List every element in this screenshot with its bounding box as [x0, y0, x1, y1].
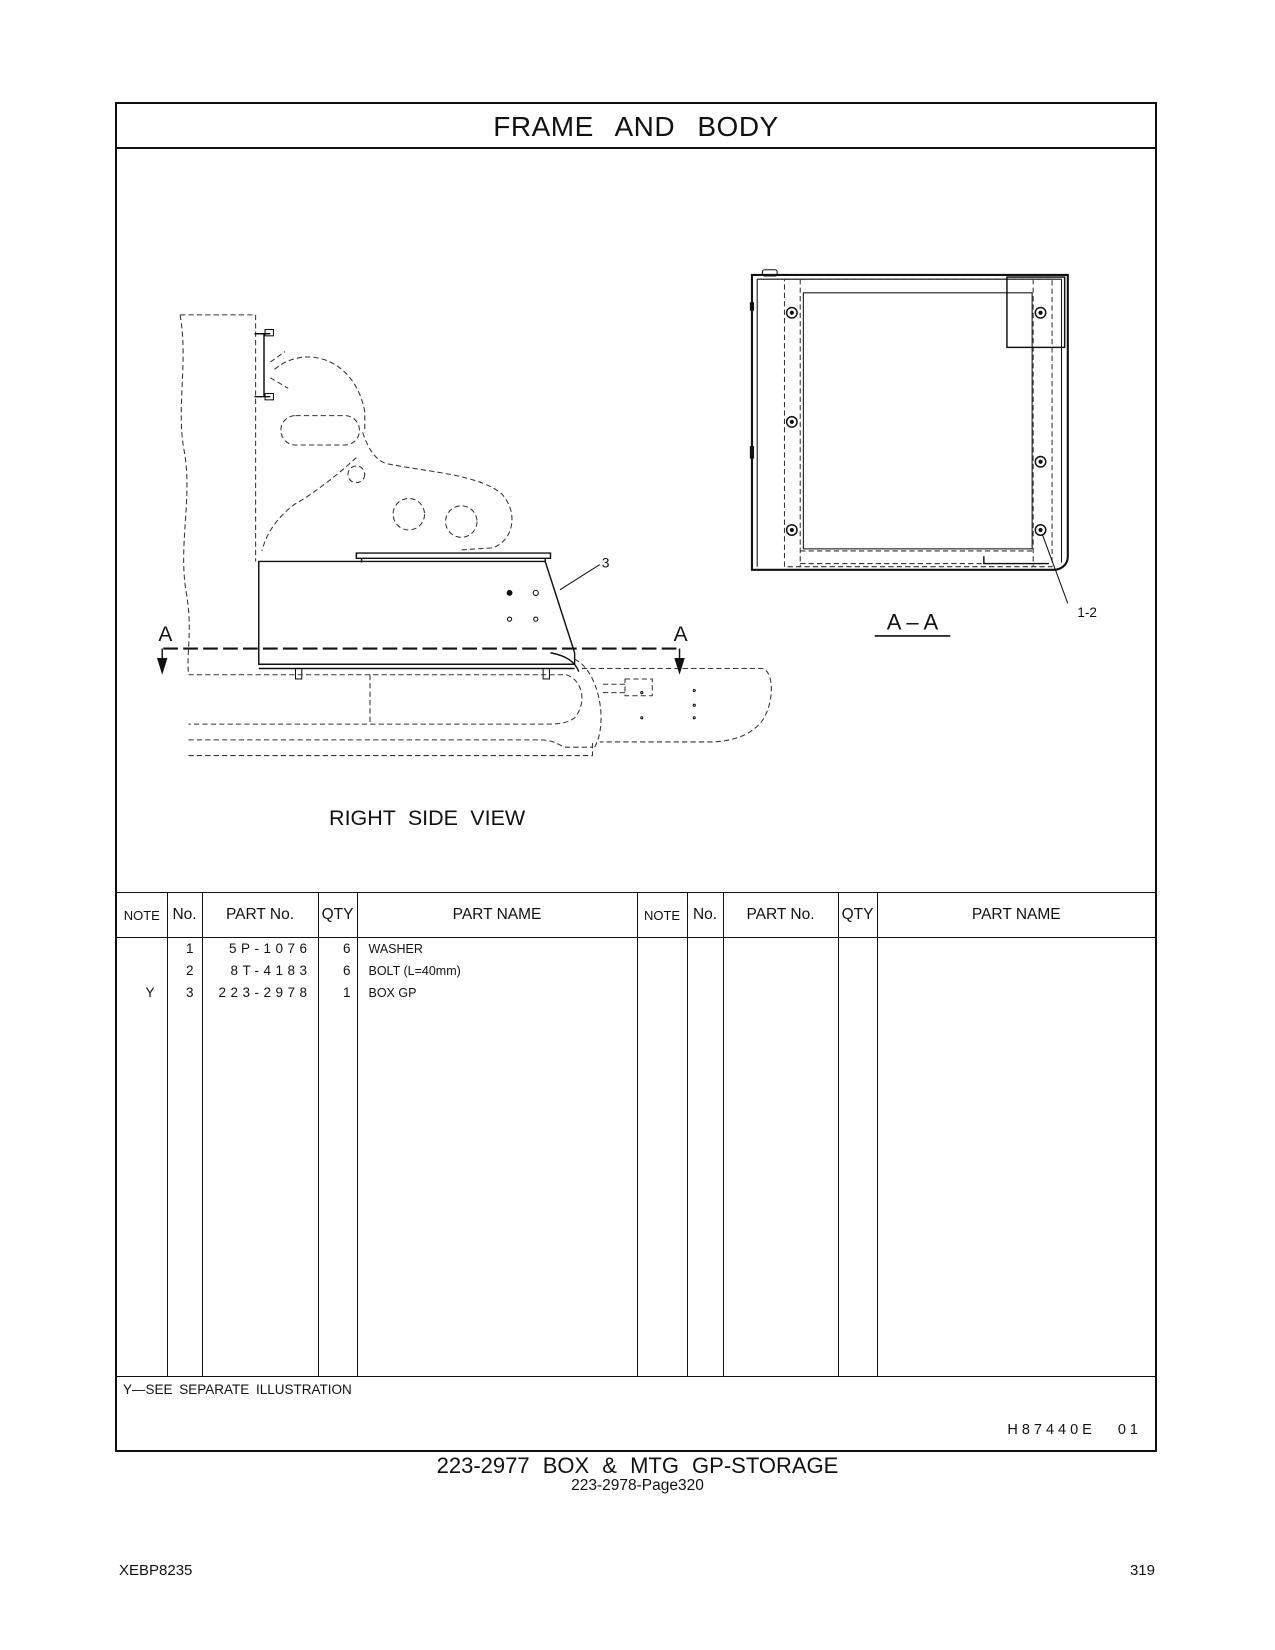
cell-note: Y — [145, 985, 155, 1000]
page-number: 319 — [1129, 1562, 1155, 1579]
caption-reference: 223-2978-Page320 — [571, 1477, 704, 1494]
cell-empty — [637, 938, 687, 961]
header-no: No. — [167, 893, 202, 938]
section-box-opening — [803, 293, 1032, 549]
cell-empty — [723, 1004, 838, 1377]
cell-empty — [877, 982, 1155, 1004]
cell-no: 1 — [167, 938, 202, 961]
cell-empty — [167, 1004, 202, 1377]
arm-hole — [393, 498, 424, 529]
footnote: Y—SEE SEPARATE ILLUSTRATION — [123, 1382, 352, 1397]
support-column-outline — [180, 315, 288, 672]
bracket-bolt — [265, 330, 273, 336]
parts-illustration — [115, 148, 1157, 892]
cell-empty — [687, 938, 723, 961]
cell-qty: 6 — [318, 938, 357, 961]
cell-qty: 1 — [318, 982, 357, 1004]
platform-dot — [641, 717, 643, 719]
cell-empty — [877, 938, 1155, 961]
hinge-arm-outline — [262, 357, 512, 551]
platform-fitting — [625, 679, 652, 696]
rail-bottom — [188, 741, 592, 756]
cell-qty: 6 — [318, 960, 357, 982]
section-outer-wall — [752, 275, 1068, 570]
cell-empty — [723, 938, 838, 961]
cell-part-no: 223-2978 — [202, 982, 318, 1004]
arm-hole — [446, 506, 477, 537]
table-filler-row — [117, 1004, 1155, 1377]
cell-empty — [877, 960, 1155, 982]
page-title: FRAME AND BODY — [493, 111, 779, 142]
section-tab — [750, 302, 754, 310]
drawing-code: H87440E 01 — [1007, 1422, 1142, 1438]
bolt-center — [1038, 460, 1042, 464]
cell-note — [117, 938, 167, 961]
header-part-no: PART No. — [202, 893, 318, 938]
box-latch-dot — [507, 617, 511, 621]
cell-empty — [687, 960, 723, 982]
storage-box — [259, 553, 579, 679]
cell-no: 2 — [167, 960, 202, 982]
table-row — [117, 938, 1155, 961]
platform-dot — [693, 689, 695, 691]
section-bottom-lip — [984, 556, 1049, 563]
section-arrow-left-label: A — [158, 623, 173, 647]
step-platform-outline — [582, 668, 771, 741]
cell-empty — [838, 938, 877, 961]
arm-upper-edge — [363, 432, 512, 550]
platform-dot — [693, 704, 695, 706]
document-id: XEBP8235 — [119, 1562, 193, 1579]
section-a-a-view — [750, 270, 1097, 636]
header-part-name: PART NAME — [357, 893, 637, 938]
section-arrow-right-label: A — [673, 623, 688, 647]
table-header-row — [117, 893, 1155, 938]
cell-part-name: WASHER — [357, 938, 637, 961]
table-row — [117, 960, 1155, 982]
box-latch-dot — [533, 590, 538, 595]
frame-rail-outline — [188, 659, 601, 756]
header-note: NOTE — [117, 893, 167, 938]
section-arrow-right-icon — [674, 658, 684, 675]
cell-empty — [202, 1004, 318, 1377]
rail-connector — [575, 659, 601, 747]
platform-pipe — [603, 684, 625, 692]
section-hidden-lines — [800, 279, 1033, 567]
hinge-pin-housing — [281, 416, 360, 445]
header-part-no: PART No. — [723, 893, 838, 938]
cell-empty — [687, 1004, 723, 1377]
box-latch-dot — [534, 617, 538, 621]
parts-table — [117, 892, 1155, 1377]
callout-fasteners-label: 1-2 — [1077, 605, 1097, 621]
column-bracket — [255, 334, 271, 397]
section-title: A – A — [886, 609, 939, 635]
cell-empty — [637, 1004, 687, 1377]
section-arrow-left-icon — [157, 658, 167, 675]
section-cut-line — [157, 623, 688, 675]
header-note: NOTE — [637, 893, 687, 938]
caption-title: 223-2977 BOX & MTG GP-STORAGE — [436, 1453, 839, 1478]
cell-empty — [723, 982, 838, 1004]
cell-empty — [838, 960, 877, 982]
bracket-link — [270, 352, 288, 389]
table-row — [117, 982, 1155, 1004]
column-left-edge — [180, 315, 189, 672]
cell-empty — [357, 1004, 637, 1377]
bolt-center — [1038, 528, 1042, 532]
callout-box-leader — [560, 565, 600, 590]
right-side-view — [157, 315, 771, 830]
cell-empty — [637, 960, 687, 982]
rail-upper — [188, 675, 581, 724]
cell-part-no: 5P-1076 — [202, 938, 318, 961]
cell-empty — [687, 982, 723, 1004]
cell-part-name: BOLT (L=40mm) — [357, 960, 637, 982]
cell-note — [117, 960, 167, 982]
box-latch-dot — [507, 590, 513, 596]
bolt-center — [790, 420, 794, 424]
callout-box-label: 3 — [601, 555, 610, 571]
cell-empty — [723, 960, 838, 982]
rail-lower — [188, 740, 592, 747]
bolt-center — [1038, 311, 1042, 315]
cell-empty — [117, 1004, 167, 1377]
header-qty: QTY — [838, 893, 877, 938]
view-title: RIGHT SIDE VIEW — [329, 805, 526, 830]
cell-empty — [838, 1004, 877, 1377]
header-part-name: PART NAME — [877, 893, 1155, 938]
header-no: No. — [687, 893, 723, 938]
box-foot — [295, 668, 301, 678]
hinge-arc — [275, 357, 365, 432]
section-hidden-frame — [784, 279, 1052, 567]
bolt-center — [790, 528, 794, 532]
cell-empty — [877, 1004, 1155, 1377]
cell-empty — [838, 982, 877, 1004]
section-tab — [750, 446, 754, 459]
cell-empty — [637, 982, 687, 1004]
bolt-center — [790, 311, 794, 315]
box-foot — [543, 668, 549, 678]
cell-no: 3 — [167, 982, 202, 1004]
platform-dot — [693, 717, 695, 719]
header-qty: QTY — [318, 893, 357, 938]
platform-edge — [582, 668, 771, 741]
cell-part-name: BOX GP — [357, 982, 637, 1004]
arm-lower-edge — [262, 458, 356, 551]
platform-dot — [641, 692, 643, 694]
arm-pin — [348, 466, 365, 483]
cell-empty — [318, 1004, 357, 1377]
cell-part-no: 8T-4183 — [202, 960, 318, 982]
